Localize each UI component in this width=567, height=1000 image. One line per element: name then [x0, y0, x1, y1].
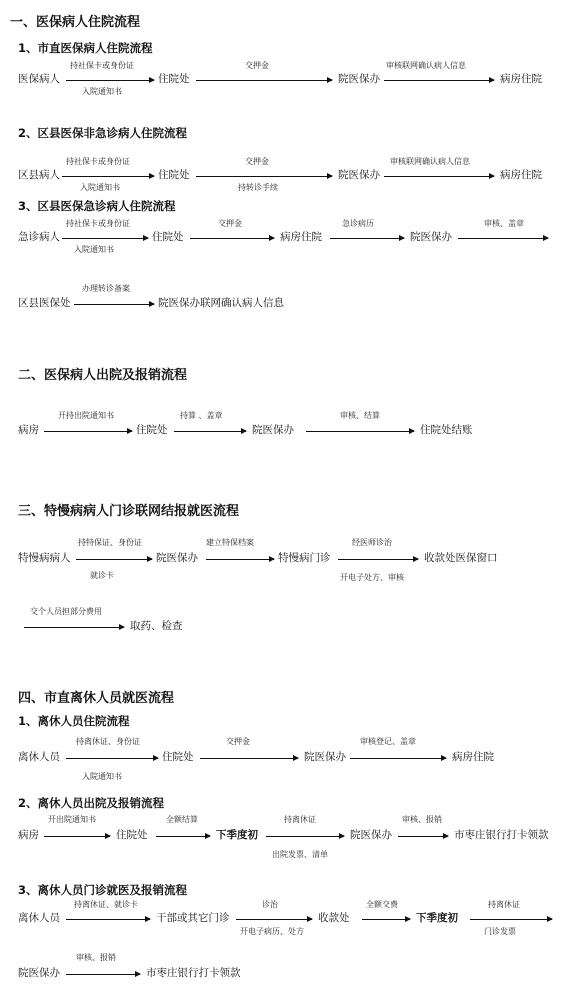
node-bank-card: 市枣庄银行打卡领款: [454, 829, 549, 841]
edge-label-bottom: 出院发票、清单: [272, 850, 328, 859]
flow-arrow: [74, 304, 154, 305]
edge-label-top: 交押金: [218, 219, 242, 228]
node-insurance-office: 院医保办: [252, 424, 294, 436]
flow-arrow: [338, 559, 418, 560]
edge-label-top: 开持出院通知书: [58, 411, 114, 420]
node-ward: 病房住院: [500, 73, 542, 85]
node-insurance-office: 院医保办: [350, 829, 392, 841]
node-insurance-office: 院医保办: [338, 169, 380, 181]
node-admission-office: 住院处: [136, 424, 168, 436]
flow-arrow: [266, 836, 344, 837]
flow-arrow: [330, 238, 404, 239]
flow-arrow: [62, 176, 154, 177]
edge-label-bottom: 开电子病历、处方: [240, 927, 304, 936]
flow-arrow: [62, 238, 148, 239]
edge-label-bottom: 门诊发票: [484, 927, 516, 936]
node-insurance-office: 院医保办: [338, 73, 380, 85]
section-title-2: 二、医保病人出院及报销流程: [18, 368, 188, 383]
flow-arrow: [200, 758, 298, 759]
node-retiree: 离休人员: [18, 912, 60, 924]
node-admission-office: 住院处: [116, 829, 148, 841]
flow-arrow: [76, 559, 152, 560]
flow-arrow: [44, 431, 132, 432]
edge-label-top: 建立特保档案: [206, 538, 254, 547]
flow-arrow: [362, 919, 410, 920]
node-ward: 病房住院: [500, 169, 542, 181]
flow-arrow: [470, 919, 552, 920]
flow-arrow: [44, 836, 110, 837]
edge-label-top: 持算 、盖章: [180, 411, 223, 420]
edge-label-top: 持离休证: [488, 900, 520, 909]
flow-arrow: [24, 627, 124, 628]
edge-label-top: 持离休证: [284, 815, 316, 824]
edge-label-top: 全额交费: [366, 900, 398, 909]
node-cashier: 收款处: [318, 912, 350, 924]
node-insurance-office: 院医保办: [156, 552, 198, 564]
node-admission-office: 住院处: [152, 231, 184, 243]
node-cashier-window: 收款处医保窗口: [424, 552, 498, 564]
node-county-insurance: 区县医保处: [18, 297, 71, 309]
flow-arrow: [458, 238, 548, 239]
flow-arrow: [66, 919, 150, 920]
section-title-3: 三、特慢病病人门诊联网结报就医流程: [18, 504, 240, 519]
node-insurance-office: 院医保办: [410, 231, 452, 243]
node-admission-office: 住院处: [158, 73, 190, 85]
flow-arrow: [384, 176, 494, 177]
edge-label-top: 审核登记、盖章: [360, 737, 416, 746]
edge-label-top: 急诊病历: [342, 219, 374, 228]
node-ward: 病房: [18, 424, 39, 436]
edge-label-top: 审核联网确认病人信息: [386, 61, 466, 70]
edge-label-top: 审核、盖章: [484, 219, 524, 228]
flow-arrow: [196, 80, 332, 81]
edge-label-top: 办理转诊备案: [82, 284, 130, 293]
node-medicine-exam: 取药、检查: [130, 620, 183, 632]
edge-label-top: 开出院通知书: [48, 815, 96, 824]
edge-label-top: 经医师诊治: [352, 538, 392, 547]
edge-label-top: 持离休证、就诊卡: [74, 900, 138, 909]
subtitle-1-3: 3、区县医保急诊病人住院流程: [18, 199, 176, 213]
edge-label-top: 审核、报销: [402, 815, 442, 824]
edge-label-top: 交押金: [245, 61, 269, 70]
edge-label-top: 持社保卡或身份证: [66, 219, 130, 228]
flow-arrow: [156, 836, 210, 837]
flow-arrow: [236, 919, 312, 920]
subtitle-1-2: 2、区县医保非急诊病人住院流程: [18, 126, 187, 140]
flow-arrow: [196, 176, 332, 177]
subtitle-4-3: 3、离休人员门诊就医及报销流程: [18, 883, 187, 897]
node-insurance-office: 院医保办: [18, 967, 60, 979]
edge-label-top: 审核联网确认病人信息: [390, 157, 470, 166]
edge-label-bottom: 入院通知书: [82, 87, 122, 96]
flow-arrow: [206, 559, 274, 560]
node-clinic: 干部或其它门诊: [156, 912, 230, 924]
node-yibao-patient: 医保病人: [18, 73, 60, 85]
node-network-confirm: 院医保办联网确认病人信息: [158, 297, 284, 309]
edge-label-top: 持特保证、身份证: [78, 538, 142, 547]
node-county-patient: 区县病人: [18, 169, 60, 181]
edge-label-top: 持社保卡或身份证: [70, 61, 134, 70]
flow-arrow: [66, 974, 140, 975]
subtitle-1-1: 1、市直医保病人住院流程: [18, 41, 153, 55]
node-retiree: 离休人员: [18, 751, 60, 763]
edge-label-bottom: 就诊卡: [90, 571, 114, 580]
flow-arrow: [174, 431, 246, 432]
node-emergency-patient: 急诊病人: [18, 231, 60, 243]
edge-label-bottom: 入院通知书: [74, 245, 114, 254]
node-ward: 病房住院: [452, 751, 494, 763]
edge-label-bottom: 入院通知书: [80, 183, 120, 192]
edge-label-bottom: 入院通知书: [82, 772, 122, 781]
node-bank-card: 市枣庄银行打卡领款: [146, 967, 241, 979]
section-title-1: 一、医保病人住院流程: [10, 15, 141, 30]
edge-label-top: 持离休证、身份证: [76, 737, 140, 746]
edge-label-bottom: 开电子处方、审核: [340, 573, 404, 582]
node-ward: 病房: [18, 829, 39, 841]
flow-arrow: [66, 758, 158, 759]
edge-label-top: 审核、报销: [76, 953, 116, 962]
edge-label-top: 交押金: [226, 737, 250, 746]
subtitle-4-1: 1、离休人员住院流程: [18, 714, 130, 728]
node-chronic-clinic: 特慢病门诊: [278, 552, 331, 564]
node-insurance-office: 院医保办: [304, 751, 346, 763]
node-ward: 病房住院: [280, 231, 322, 243]
flow-arrow: [66, 80, 154, 81]
flow-arrow: [350, 758, 446, 759]
node-chronic-patient: 特慢病病人: [18, 552, 71, 564]
edge-label-bottom: 持转诊手续: [238, 183, 278, 192]
edge-label-top: 持社保卡或身份证: [66, 157, 130, 166]
flow-arrow: [306, 431, 414, 432]
edge-label-top: 交押金: [245, 157, 269, 166]
node-next-quarter: 下季度初: [416, 912, 458, 924]
flow-arrow: [190, 238, 274, 239]
node-admission-office: 住院处: [158, 169, 190, 181]
section-title-4: 四、市直离休人员就医流程: [18, 691, 175, 706]
edge-label-top: 全额结算: [166, 815, 198, 824]
flow-arrow: [398, 836, 448, 837]
edge-label-top: 审核、结算: [340, 411, 380, 420]
flow-arrow: [384, 80, 494, 81]
node-admission-office: 住院处: [162, 751, 194, 763]
edge-label-top: 诊治: [262, 900, 278, 909]
edge-label-top: 交个人员担部分费用: [30, 607, 102, 616]
node-next-quarter: 下季度初: [216, 829, 258, 841]
node-checkout: 住院处结账: [420, 424, 473, 436]
subtitle-4-2: 2、离休人员出院及报销流程: [18, 796, 165, 810]
